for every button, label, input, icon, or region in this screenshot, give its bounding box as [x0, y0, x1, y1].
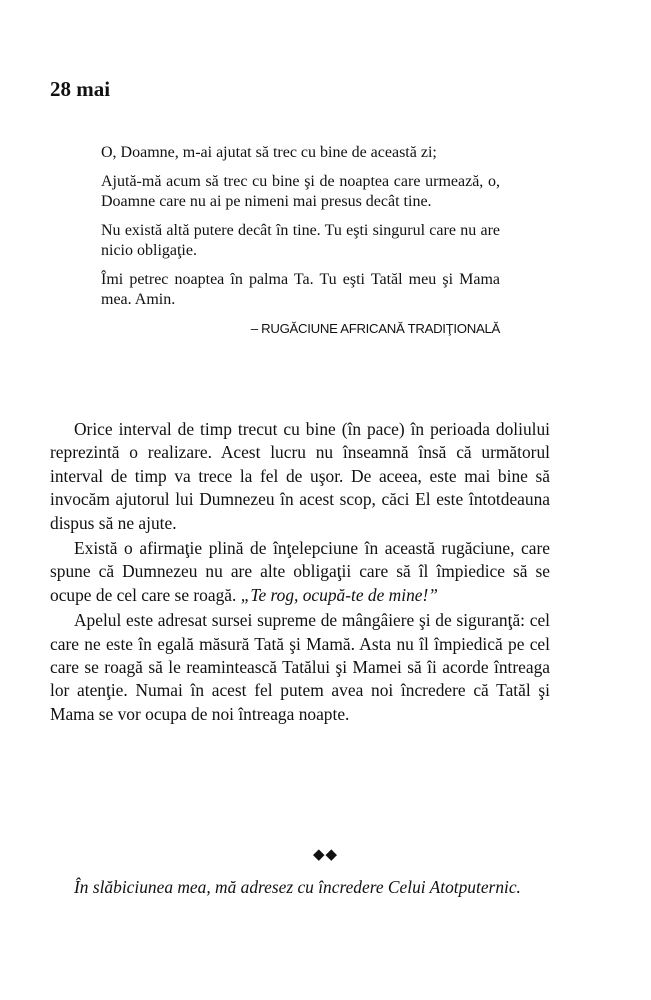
- prayer-line: Îmi petrec noaptea în palma Ta. Tu eşti Tatăl meu şi Mama mea. Amin.: [101, 271, 500, 308]
- diamond-ornament-icon: ◆◆: [312, 845, 339, 863]
- body-paragraph: [50, 537, 550, 607]
- body-paragraph: Orice interval de timp trecut cu bine (în pace) în perioada doliului reprezintă o realizare. Acest lucru nu înseamnă însă că următorul interval de timp va trece la fel de uşor. De aceea, este mai bine să invocăm ajutorul lui Dumnezeu în acest scop, căci El este întotdeauna dispus să ne ajute.: [50, 419, 550, 533]
- prayer-block: [101, 143, 500, 338]
- prayer-line: O, Doamne, m-ai ajutat să trec cu bine de această zi;: [101, 144, 437, 161]
- commentary-text: [50, 418, 550, 726]
- page-title: 28 mai: [50, 77, 111, 101]
- body-paragraph: Apelul este adresat sursei supreme de mângâiere şi de siguranţă: cel care ne este în egală măsură Tată şi Mamă. Asta nu îl împiedică pe cel care se roagă să le reamintească Tatălui şi Mamei să îi acorde întreaga lor atenţie. Numai în acest fel putem avea noi încredere că Tatăl şi Mama se vor ocupa de noi întreaga noapte.: [50, 610, 550, 724]
- prayer-line: Ajută-mă acum să trec cu bine şi de noaptea care urmează, o, Doamne care nu ai pe nimeni mai presus decât tine.: [101, 173, 500, 210]
- prayer-line: Nu există altă putere decât în tine. Tu eşti singurul care nu are nicio obligaţie.: [101, 222, 500, 259]
- quoted-prayer: „Te rog, ocupă-te de mine!”: [240, 584, 438, 605]
- closing-thought: În slăbiciunea mea, mă adresez cu încredere Celui Atotputernic.: [74, 877, 521, 897]
- prayer-attribution: – RUGĂCIUNE AFRICANĂ TRADIŢIONALĂ: [250, 321, 500, 336]
- body-paragraph-text: Există o afirmaţie plină de înţelepciune în această rugăciune, care spune că Dumnezeu nu are alte obligaţii care să îl împiedice să se ocupe de cel care se roagă.: [50, 538, 550, 605]
